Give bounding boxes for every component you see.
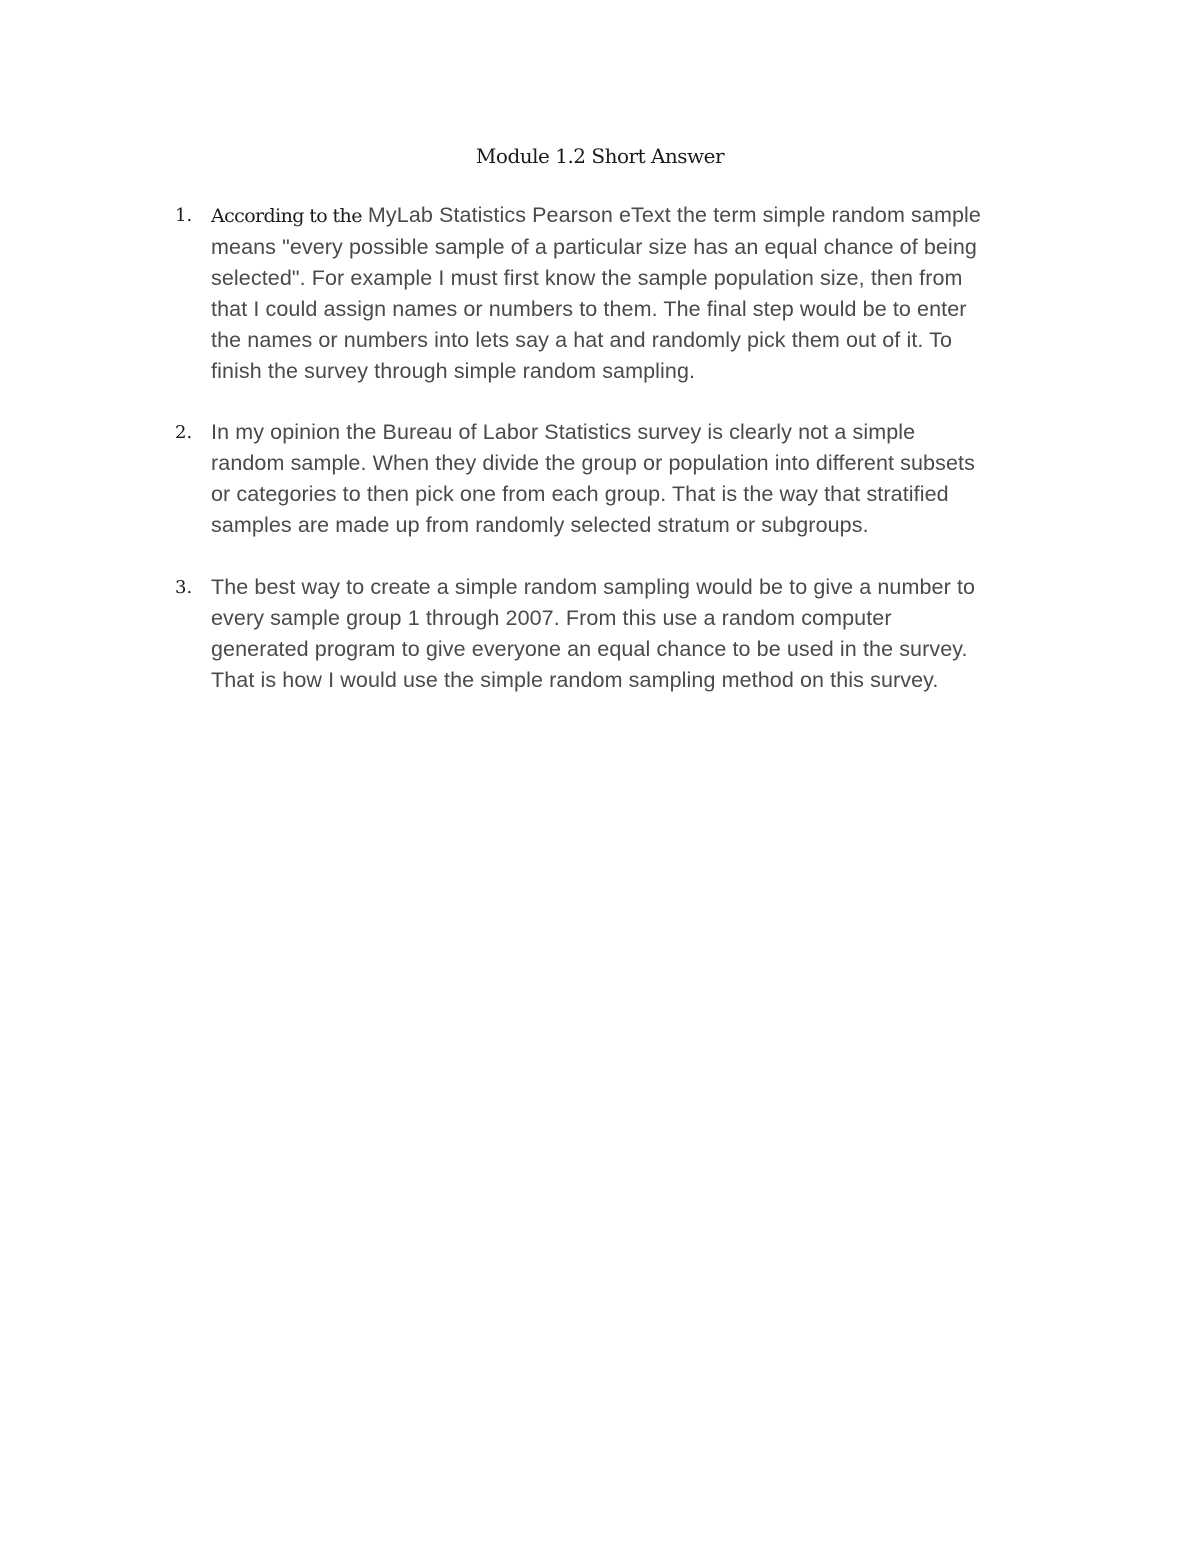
answer-line: that I could assign names or numbers to them. The final step would be to enter bbox=[211, 297, 967, 321]
answer-line: selected". For example I must first know the sample population size, then from bbox=[211, 266, 963, 290]
answer-text bbox=[211, 200, 1051, 387]
answer-line: In my opinion the Bureau of Labor Statistics survey is clearly not a simple bbox=[211, 420, 916, 444]
answer-line: means "every possible sample of a particular size has an equal chance of being bbox=[211, 235, 977, 259]
answer-line: random sample. When they divide the group or population into different subsets bbox=[211, 451, 975, 475]
answer-line: or categories to then pick one from each group. That is the way that stratified bbox=[211, 482, 949, 506]
list-number: 1. bbox=[175, 205, 193, 226]
answer-lead-text: According to the bbox=[211, 205, 362, 227]
answer-text bbox=[211, 417, 1051, 541]
list-number: 2. bbox=[175, 422, 193, 443]
answer-line: That is how I would use the simple random sampling method on this survey. bbox=[211, 668, 939, 692]
answer-line: every sample group 1 through 2007. From this use a random computer bbox=[211, 606, 892, 630]
answer-line: generated program to give everyone an equal chance to be used in the survey. bbox=[211, 637, 968, 661]
answer-line: The best way to create a simple random sampling would be to give a number to bbox=[211, 575, 976, 599]
answer-line-text: MyLab Statistics Pearson eText the term simple random sample bbox=[361, 203, 981, 227]
document-title: Module 1.2 Short Answer bbox=[475, 144, 725, 168]
list-number: 3. bbox=[175, 577, 193, 598]
answer-line: the names or numbers into lets say a hat and randomly pick them out of it. To bbox=[211, 328, 953, 352]
answer-line bbox=[211, 200, 1051, 232]
answer-line: finish the survey through simple random sampling. bbox=[211, 359, 696, 383]
answer-line: samples are made up from randomly selected stratum or subgroups. bbox=[211, 513, 869, 537]
answer-text bbox=[211, 572, 1051, 696]
